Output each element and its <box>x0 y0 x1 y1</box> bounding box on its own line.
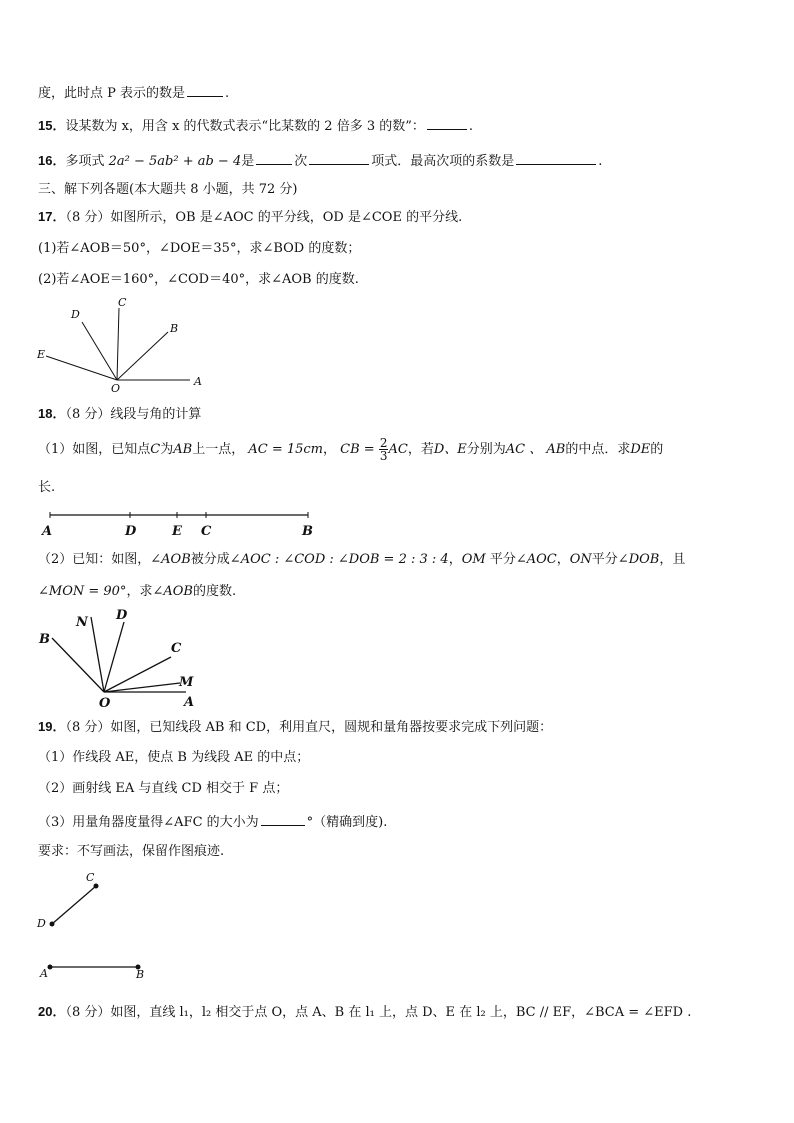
text: . <box>468 119 474 134</box>
question-number: 15． <box>38 118 66 133</box>
text: 为 <box>160 442 174 457</box>
text: 多项式 <box>65 154 105 169</box>
text: ∠AOB <box>150 552 191 567</box>
question-18-part-2 <box>38 551 685 569</box>
question-text: （8 分）线段与角的计算 <box>65 407 202 422</box>
label-C: C <box>201 524 212 539</box>
text: 上一点， <box>192 442 245 457</box>
answer-blank <box>256 150 292 165</box>
question-text: （8 分）如图，已知线段 AB 和 CD，利用直尺，圆规和量角器按要求完成下列问题： <box>65 720 553 735</box>
text: AB <box>173 442 193 457</box>
label-A: A <box>184 695 195 710</box>
question-19-part-2 <box>38 780 288 798</box>
text: ， <box>556 552 570 567</box>
point-D <box>50 922 55 927</box>
text: DE <box>630 442 651 457</box>
text: ，若 <box>407 442 434 457</box>
text: （1）如图，已知点 <box>38 442 151 457</box>
label-N: N <box>76 615 88 630</box>
section-heading <box>38 181 298 199</box>
text: (1)若∠AOB＝50°，∠DOE＝35°，求∠BOD 的度数； <box>38 241 361 256</box>
question-16 <box>38 150 602 171</box>
label-B: B <box>136 968 145 981</box>
text: 的 <box>650 442 664 457</box>
ray-OE <box>46 356 117 380</box>
text: （2）已知：如图， <box>38 552 151 567</box>
label-B: B <box>302 524 313 539</box>
text: ON <box>569 552 592 567</box>
point-A <box>48 965 53 970</box>
label-C: C <box>86 871 95 884</box>
text: D、E <box>433 442 467 457</box>
text: OM <box>461 552 486 567</box>
text: ∠DOB <box>617 552 660 567</box>
polynomial: 2a² − 5ab² + ab − 4 <box>108 154 242 169</box>
text: CB = <box>340 442 375 457</box>
question-number: 19． <box>38 719 66 734</box>
question-18 <box>38 405 201 424</box>
label-D: D <box>37 917 46 930</box>
question-18-part-2-continued <box>38 583 236 601</box>
label-O: O <box>111 382 121 395</box>
text: 平分 <box>591 552 618 567</box>
text: 的中点．求 <box>565 442 631 457</box>
question-17 <box>38 208 462 227</box>
figure-18-segment <box>40 510 340 540</box>
text: 度，此时点 P 表示的数是 <box>38 86 186 101</box>
label-C: C <box>118 296 127 309</box>
text: AC <box>388 442 408 457</box>
question-19-part-3 <box>38 811 387 832</box>
text: ∠MON = 90° <box>38 584 127 599</box>
text: 项式．最高次项的系数是 <box>371 154 515 169</box>
text: °（精确到度). <box>306 815 388 830</box>
text: ∠AOC : ∠COD : ∠DOB = 2 : 3 : 4 <box>229 552 449 567</box>
text: AC 、 AB <box>505 442 566 457</box>
question-text: 设某数为 x，用含 x 的代数式表示“比某数的 2 倍多 3 的数”： <box>65 119 425 134</box>
answer-blank <box>427 115 467 130</box>
question-text: （8 分）如图，直线 l₁，l₂ 相交于点 O，点 A、B 在 l₁ 上，点 D、E 在 l₂ 上，BC // EF，∠BCA = ∠EFD . <box>65 1005 692 1020</box>
ray-OC <box>104 657 171 692</box>
answer-blank <box>516 150 596 165</box>
question-15 <box>38 115 473 136</box>
text: 长. <box>38 480 56 495</box>
denominator: 3 <box>379 449 388 463</box>
text: . <box>598 154 603 169</box>
label-B: B <box>39 632 50 647</box>
text: . <box>225 86 230 101</box>
label-D: D <box>116 608 128 623</box>
line-p-position <box>38 82 229 103</box>
text: ，且 <box>659 552 686 567</box>
ray-OD <box>82 322 117 380</box>
question-number: 16． <box>38 153 66 168</box>
segment-CD <box>52 886 96 924</box>
text: （3）用量角器度量得∠AFC 的大小为 <box>38 815 259 830</box>
question-17-part-2 <box>38 271 359 289</box>
text: 被分成 <box>190 552 230 567</box>
text: （1）作线段 AE，使点 B 为线段 AE 的中点； <box>38 750 310 765</box>
label-A: A <box>42 524 53 539</box>
label-D: D <box>71 308 80 321</box>
figure-18-angles <box>36 605 206 710</box>
text: 三、解下列各题(本大题共 8 小题，共 72 分) <box>38 182 298 197</box>
text: ∠AOC <box>515 552 557 567</box>
text: ， <box>323 442 337 457</box>
figure-19-segments <box>34 868 184 983</box>
text: C <box>150 442 161 457</box>
point-C <box>94 884 99 889</box>
text: 次 <box>294 154 308 169</box>
label-D: D <box>125 524 137 539</box>
text: (2)若∠AOE＝160°，∠COD＝40°，求∠AOB 的度数. <box>38 272 359 287</box>
question-19-requirement <box>38 843 224 861</box>
text: 的度数. <box>192 584 237 599</box>
answer-blank <box>187 82 223 97</box>
question-18-part-1-continued <box>38 479 55 497</box>
label-C: C <box>171 641 182 656</box>
label-E: E <box>172 524 182 539</box>
question-17-part-1 <box>38 240 360 258</box>
answer-blank <box>309 150 369 165</box>
ray-OC <box>117 308 119 380</box>
text: ，求 <box>126 584 153 599</box>
label-B: B <box>170 322 179 335</box>
numerator: 2 <box>379 436 388 450</box>
question-19-part-1 <box>38 749 309 767</box>
figure-17-angles <box>34 294 234 394</box>
question-number: 18． <box>38 406 66 421</box>
text: 要求：不写画法，保留作图痕迹. <box>38 844 225 859</box>
label-A: A <box>40 967 48 980</box>
answer-blank <box>261 811 305 826</box>
text: 是 <box>241 154 255 169</box>
label-E: E <box>37 348 46 361</box>
text: ， <box>448 552 462 567</box>
question-text: （8 分）如图所示，OB 是∠AOC 的平分线，OD 是∠COE 的平分线. <box>65 210 463 225</box>
text: （2）画射线 EA 与直线 CD 相交于 F 点； <box>38 781 289 796</box>
label-O: O <box>99 696 111 711</box>
question-20 <box>38 1003 691 1022</box>
text: 分别为 <box>466 442 506 457</box>
question-18-part-1 <box>38 436 663 464</box>
question-number: 17． <box>38 209 66 224</box>
text: 平分 <box>489 552 516 567</box>
text: ∠AOB <box>152 584 193 599</box>
ray-OD <box>104 622 124 692</box>
question-19 <box>38 718 552 737</box>
ray-OM <box>104 683 180 692</box>
ray-OB <box>117 332 168 380</box>
label-M: M <box>179 675 194 690</box>
label-A: A <box>194 375 202 388</box>
question-number: 20． <box>38 1004 66 1019</box>
text: AC = 15cm <box>248 442 324 457</box>
